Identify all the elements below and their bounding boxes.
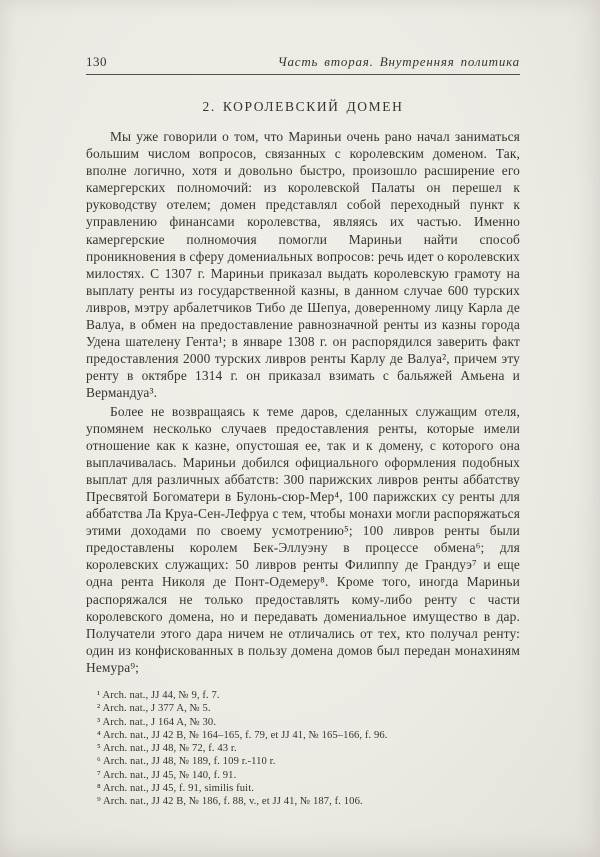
page-content <box>86 54 520 809</box>
header-divider <box>86 74 520 75</box>
footnote-line: ⁷ Arch. nat., JJ 45, № 140, f. 91. <box>97 769 237 781</box>
page-header <box>86 54 520 70</box>
body-text <box>86 128 520 676</box>
running-title: Часть вторая. Внутренняя политика <box>277 54 520 69</box>
page-number: 130 <box>86 54 107 69</box>
footnote-line: ⁶ Arch. nat., JJ 48, № 189, f. 109 r.-110 r. <box>97 756 276 768</box>
footnote-line: ⁴ Arch. nat., JJ 42 B, № 164–165, f. 79, et JJ 41, № 165–166, f. 96. <box>97 729 388 741</box>
footnote-line: ⁵ Arch. nat., JJ 48, № 72, f. 43 r. <box>97 743 237 755</box>
footnote-line: ⁸ Arch. nat., JJ 45, f. 91, similis fuit. <box>97 783 254 795</box>
paragraph: Мы уже говорили о том, что Мариньи очень рано начал заниматься большим числом вопросов, связанных с королевским доменом. Так, вполне логично, хотя и довольно быстро, произошло расширение его камергерских полномочий: из королевской Палаты он перешел к руководству отелем; домен представлял собой переходный пункт к управлению финансами королевства, являясь их частью. Именно камергерские полномочия помогли Мариньи найти способ проникновения в сферу домениальных вопросов: речь идет о королевских милостях. С 1307 г. Мариньи приказал выдать королевскую грамоту на выплату ренты из государственной казны, в данном случае 600 турских ливров, мэтру арбалетчиков Тибо де Шепуа, доверенному лицу Карла де Валуа, в обмен на предоставление равнозначной ренты из казны города Удена шателену Гента¹; в январе 1308 г. он распорядился заверить факт предоставления 2000 турских ливров ренты Карлу де Валуа², причем эту ренту в октябре 1314 г. он приказал взимать с бальяжей Амьена и Вермандуа³. <box>86 129 520 401</box>
footnote-line: ³ Arch. nat., J 164 A, № 30. <box>97 716 217 728</box>
footnotes <box>86 689 520 809</box>
footnote-line: ⁹ Arch. nat., JJ 42 B, № 186, f. 88, v., et JJ 41, № 187, f. 106. <box>97 796 363 808</box>
footnote-line: ² Arch. nat., J 377 A, № 5. <box>97 703 211 715</box>
section-title: 2. КОРОЛЕВСКИЙ ДОМЕН <box>202 99 404 114</box>
footnote-line: ¹ Arch. nat., JJ 44, № 9, f. 7. <box>97 690 220 701</box>
paragraph: Более не возвращаясь к теме даров, сделанных служащим отеля, упомянем несколько случаев предоставления ренты, которые имели отношение как к казне, опустошая ее, так и к домену, с которого она выплачивалась. Мариньи добился официального оформления подобных выплат для различных аббатств: 300 парижских ливров ренты аббатству Пресвятой Богоматери в Булонь-сюр-Мер⁴, 100 парижских су ренты для аббатства Ла Круа-Сен-Лефруа с тем, чтобы монахи могли распоряжаться этими доходами по своему усмотрению⁵; 100 ливров ренты были предоставлены королем Бек-Эллуэну в процессе обмена⁶; для королевских служащих: 50 ливров ренты Филиппу де Грандуэ⁷ и еще одна рента Николя де Понт-Одемеру⁸. Кроме того, иногда Мариньи распоряжался не только предоставлять кому-либо ренту с части королевского домена, но и передавать домениальное имущество в дар. Получатели этого дара ничем не отличались от тех, кто получал ренту: один из конфискованных в пользу домена домов был передан монахиням Немура⁹; <box>86 403 520 675</box>
